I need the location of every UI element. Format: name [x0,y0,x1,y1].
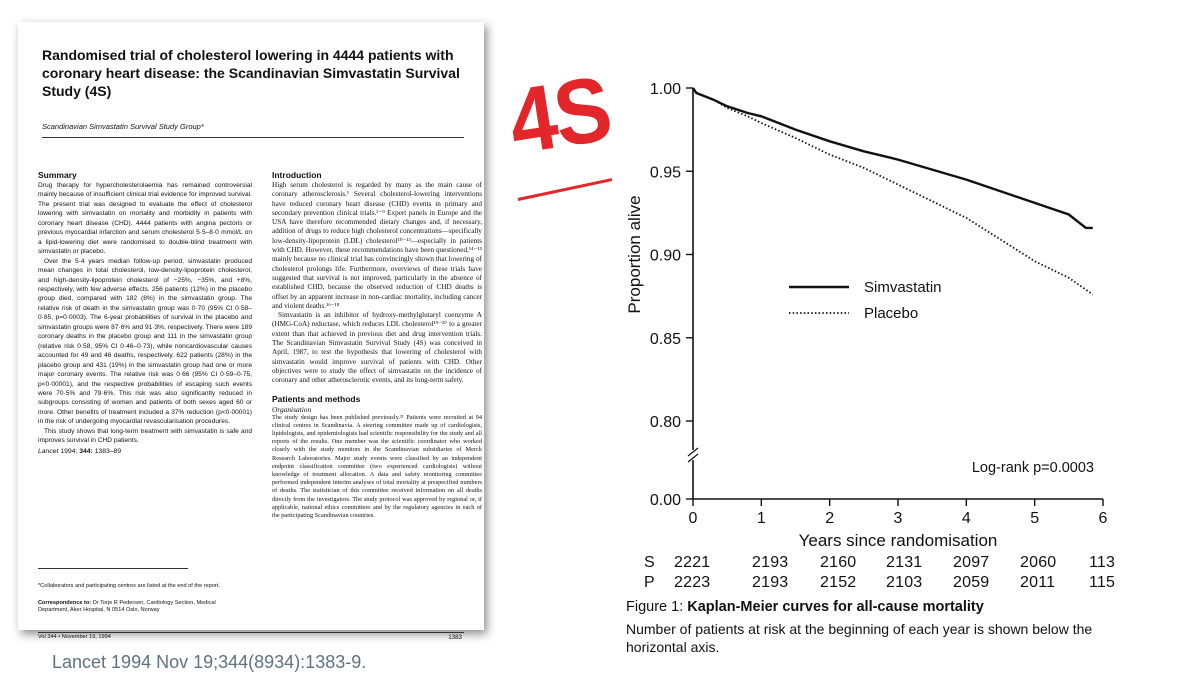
at-risk-s-5: 2060 [1020,554,1057,571]
summary-paragraph-2: Over the 5·4 years median follow-up period, simvastatin produced mean changes in total cholesterol, low-density-lipoprotein cholesterol, and high-density-lipoprotein cholesterol of −25%, −35%, and +8%, respectively, with few adverse effects. 256 patients (12%) in the placebo group died, compared with 182 (8%) in the simvastatin group. The relative risk of death in the simvastatin group was 0·70 (95% CI 0·58–0·85, p=0·0003). The 6-year probabilities of survival in the placebo and simvastatin groups were 87·6% and 91·3%, respectively. There were 189 coronary deaths in the placebo group and 111 in the simvastatin group (relative risk 0·58, 95% CI 0·46–0·73), while noncardiovascular causes accounted for 49 and 46 deaths, respectively. 622 patients (28%) in the placebo group and 431 (19%) in the simvastatin group had one or more major coronary events. The relative risk was 0·66 (95% CI 0·59–0·75, p<0·00001), and the respective probabilities of escaping such events were 70·5% and 79·6%. This risk was also significantly reduced in subgroups consisting of women and patients of both sexes aged 60 or more. Other benefits of treatment included a 37% reduction (p<0·00001) in the risk of undergoing myocardial revascularisation procedures. [38,257,252,426]
summary-column [38,170,252,455]
y-tick-label: 0.90 [649,247,681,265]
at-risk-s-3: 2131 [886,554,923,571]
correspondence-label: Correspondence to: [38,600,92,606]
at-risk-label-s: S [644,554,655,571]
legend-label-simvastatin: Simvastatin [864,279,942,296]
y-tick-label: 0.85 [649,330,681,348]
organisation-subheading: Organisation [272,404,312,414]
introduction-heading: Introduction [272,170,322,180]
summary-paragraph-1: Drug therapy for hypercholesterolaemia has remained controversial mainly because of insufficient clinical trial evidence for improved survival. The present trial was designed to evaluate the effect of cholesterol lowering with simvastatin on mortality and morbidity in patients with coronary heart disease (CHD). 4444 patients with angina pectoris or previous myocardial infarction and serum cholesterol 5·5–8·0 mmol/L on a lipid-lowering diet were randomised to double-blind treatment with simvastatin or placebo. [38,182,252,256]
at-risk-p-2: 2152 [820,574,857,591]
author-group: Scandinavian Simvastatin Survival Study Group* [42,122,464,138]
at-risk-s-2: 2160 [820,554,857,571]
at-risk-s-6: 113 [1089,554,1116,571]
cite-volume: 344: [79,447,93,455]
correspondence-text: Dr Torje R Pedersen, Cardiology Section, Medical Department, Aker Hospital, N 0514 Oslo, Norway [38,600,216,614]
summary-heading: Summary [38,170,77,180]
caption-label: Figure 1: [626,599,684,615]
x-tick-label: 4 [961,510,971,527]
logrank-annotation: Log-rank p=0.0003 [971,460,1094,476]
cite-journal: Lancet [38,447,59,455]
series-line-placebo [693,88,1093,295]
km-chart [612,70,1132,550]
figure-caption [626,599,984,615]
introduction-paragraph-1: High serum cholesterol is regarded by many as the main cause of coronary atherosclerosis.¹ Several cholesterol-lowering interventions have reduced coronary heart disease (CHD) events in primary and secondary prevention clinical trials.²⁻⁹ Expert panels in Europe and the USA have therefore recommended dietary changes and, if necessary, addition of drugs to reduce high cholesterol concentrations—specifically low-density-lipoprotein (LDL) cholesterol¹⁰⁻¹³—especially in patients with CHD. However, these recommendations have been questioned,¹⁴⁻¹⁵ mainly because no clinical trial has convincingly shown that lowering of cholesterol prolongs life. Furthermore, overviews of these trials have suggested that survival is not improved, particularly in the absence of established CHD, because the observed reduction of CHD deaths is offset by an apparent increase in non-cardiac mortality, including cancer and violent deaths.¹⁶⁻¹⁸ [272,181,482,310]
legend-label-placebo: Placebo [864,305,919,322]
at-risk-p-4: 2059 [953,574,990,591]
introduction-paragraph-2: Simvastatin is an inhibitor of hydroxy-methylglutaryl coenzyme A (HMG-CoA) reductase, which reduces LDL cholesterol¹⁹⁻²⁰ to a greater extent than that achieved in previous diet and drug intervention trials. The Scandinavian Simvastatin Survival Study (4S) was conceived in April, 1987, to test the hypothesis that lowering of cholesterol with simvastatin would improve survival of patients with CHD. Other objectives were to study the effect of simvastatin on the incidence of coronary and other atherosclerotic events, and its long-term safety. [272,311,482,385]
source-citation: Lancet 1994 Nov 19;344(8934):1383-9. [52,652,367,672]
introduction-column [272,170,482,520]
chart-axes [686,88,1103,506]
cite-year: 1994; [60,447,78,455]
caption-title: Kaplan-Meier curves for all-cause mortality [687,599,984,615]
at-risk-p-0: 2223 [674,574,711,591]
y-tick-label: 0.00 [649,492,681,509]
summary-paragraph-3: This study shows that long-term treatment with simvastatin is safe and improves survival in CHD patients. [38,427,252,445]
figure-caption-subtext: Number of patients at risk at the beginning of each year is shown below the horizontal axis. [626,621,1093,655]
x-tick-label: 5 [1030,510,1040,527]
x-tick-label: 3 [893,510,903,527]
y-tick-label: 0.95 [649,164,681,182]
paper-page [18,22,484,641]
methods-heading: Patients and methods [272,393,361,404]
paper-title: Randomised trial of cholesterol lowering in 4444 patients with coronary heart disease: the Scandinavian Simvastatin Survival Study (4S) [42,47,460,99]
at-risk-s-1: 2193 [752,554,789,571]
x-tick-label: 1 [756,510,766,527]
y-axis-label: Proportion alive [625,195,644,314]
collaborators-footnote: *Collaborators and participating centres are listed at the end of the report. [38,583,220,589]
page-footer-divider [38,632,464,633]
cite-pages: 1383–89 [94,447,122,455]
4s-logo: 4S [502,57,617,174]
at-risk-p-1: 2193 [752,574,789,591]
footnote-divider [38,568,188,569]
x-tick-label: 0 [688,510,698,527]
summary-citation [38,448,252,455]
methods-paragraph-1: The study design has been published previously.²¹ Patients were recruited at 94 clinical centres in Scandinavia. A steering committee made up of cardiologists, lipidologists, and epidemiologists had scientific responsibility for the study and all reports of the results. One member was the scientific coordinator who worked closely with the study monitors in the Scandinavian subsidiaries of Merck Research Laboratories. Major study events were classified by an independent endpoint classification committee (two experienced cardiologists) without knowledge of treatment allocation. A data and safety monitoring committee performed independent interim analyses of total mortality at prespecified numbers of deaths. The statistician of this committee received information on all deaths directly from the investigators. The study protocol was approved by regional or, if applicable, national ethics committees and by the regulatory agencies in each of the participating Scandinavian countries. [272,413,482,519]
at-risk-p-3: 2103 [886,574,923,591]
at-risk-p-6: 115 [1089,574,1116,591]
at-risk-label-p: P [644,574,655,591]
4s-logo-underline [518,178,613,201]
x-axis-label: Years since randomisation [798,531,998,550]
x-tick-label: 2 [825,510,835,527]
series-line-simvastatin [693,88,1093,228]
x-tick-label: 6 [1098,510,1108,527]
at-risk-s-0: 2221 [674,554,711,571]
y-tick-label: 1.00 [649,81,681,98]
correspondence-footnote [38,600,248,615]
at-risk-s-4: 2097 [953,554,990,571]
page-number: 1383 [448,634,462,641]
y-tick-label: 0.80 [649,414,681,431]
volume-line: Vol 344 • November 19, 1994 [38,634,111,640]
at-risk-p-5: 2011 [1020,574,1056,591]
